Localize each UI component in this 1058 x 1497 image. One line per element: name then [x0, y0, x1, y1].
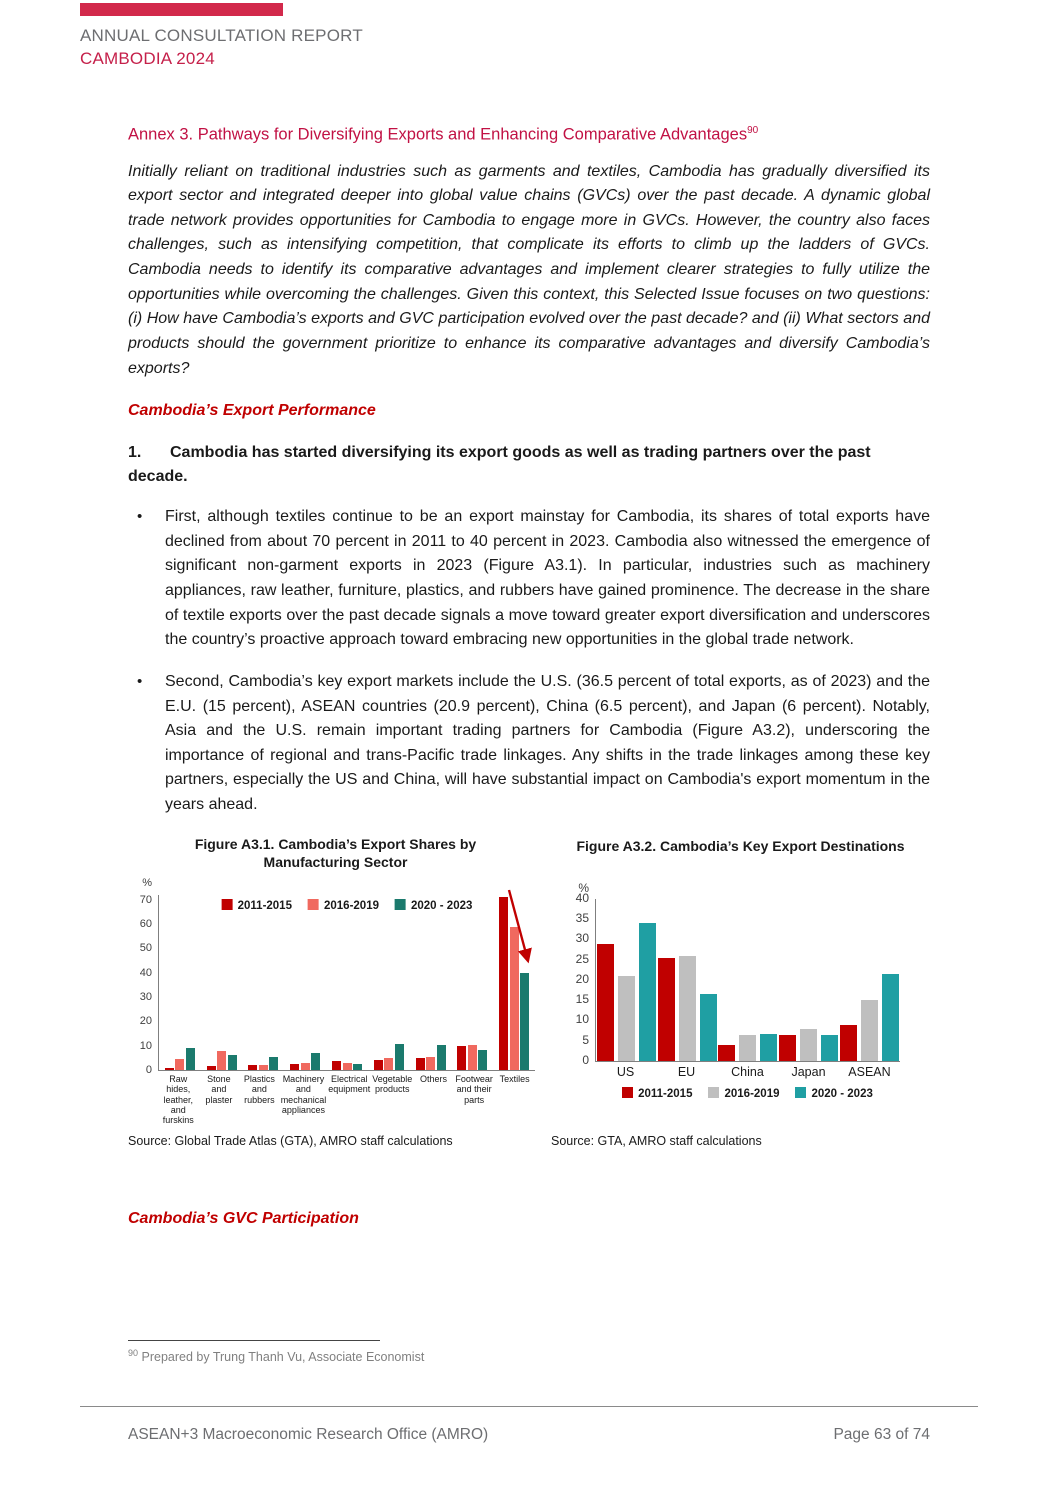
plot-area: [595, 899, 900, 1062]
bar-2020 - 2023: [700, 994, 717, 1061]
section-heading-export-performance: Cambodia’s Export Performance: [128, 402, 376, 420]
category-group: [657, 923, 718, 1061]
bar-2020 - 2023: [228, 1055, 237, 1070]
annex-title: [128, 125, 930, 145]
header-accent-bar: [80, 3, 283, 16]
bar-2011-2015: [718, 1045, 735, 1061]
x-axis-label: Footwear and their parts: [455, 1074, 493, 1105]
bar-2016-2019: [301, 1063, 310, 1070]
footer-page-number: Page 63 of 74: [833, 1426, 930, 1443]
bullet-text: First, although textiles continue to be an export mainstay for Cambodia, its shares of total exports have declined from about 70 percent in 2011 to 40 percent in 2023. Cambodia also witnessed the emergence of significant non-garment exports in 2023 (Figure A3.1). In particular, industries such as machinery appliances, raw leather, furniture, plastics, and rubbers have gained prominence. The decrease in the share of textile exports over the past decade signals a move toward greater export diversification and underscores the country’s proactive approach toward embracing new opportunities in the global trade network.: [165, 508, 930, 649]
bar-2016-2019: [618, 976, 635, 1061]
bar-2020 - 2023: [186, 1048, 195, 1070]
bar-2016-2019: [175, 1059, 184, 1070]
bullet-list: [128, 505, 930, 818]
bar-2016-2019: [739, 1035, 756, 1061]
legend-label: 2016-2019: [323, 900, 379, 912]
bar-2020 - 2023: [437, 1045, 446, 1070]
y-axis-tick: 50: [139, 942, 152, 955]
bullet-item-first: [128, 505, 930, 653]
figure-a3-1-chart: [128, 877, 543, 1126]
y-axis-tick: 40: [575, 890, 589, 905]
legend-swatch-icon: [308, 899, 319, 910]
y-axis-tick: 20: [139, 1015, 152, 1028]
legend-label: 2011-2015: [237, 900, 292, 912]
chart-legend: [222, 899, 473, 912]
plot-area: [158, 895, 535, 1071]
y-axis-tick: 0: [145, 1064, 152, 1076]
bar-2011-2015: [290, 1064, 299, 1070]
category-group: [284, 897, 326, 1070]
bar-2016-2019: [426, 1057, 435, 1070]
footnote-number: 90: [128, 1348, 139, 1358]
figures-row: [128, 835, 930, 1148]
page-header: [80, 0, 1058, 69]
legend-swatch-icon: [622, 1087, 633, 1098]
bar-2020 - 2023: [520, 973, 529, 1070]
y-axis-tick: 5: [582, 1032, 589, 1047]
bar-2011-2015: [248, 1065, 257, 1070]
legend-item: [395, 899, 472, 912]
category-group: [326, 897, 368, 1070]
report-title: ANNUAL CONSULTATION REPORT: [80, 26, 363, 45]
category-group: [718, 923, 779, 1061]
footnote-area: [128, 1340, 930, 1364]
x-axis-label: EU: [677, 1064, 696, 1079]
y-axis-tick: 10: [575, 1012, 589, 1027]
y-axis: [128, 877, 158, 1076]
y-axis-unit-label: %: [142, 877, 152, 889]
chart-legend: [595, 1087, 900, 1100]
bar-2020 - 2023: [821, 1035, 838, 1061]
bar-2011-2015: [779, 1035, 796, 1061]
category-group: [243, 897, 285, 1070]
bar-2011-2015: [165, 1068, 174, 1070]
legend-item: [308, 899, 379, 912]
y-axis-tick: 10: [139, 1039, 152, 1052]
x-axis-label: US: [616, 1064, 635, 1079]
decline-arrow-icon: [505, 887, 535, 975]
figure-a3-2-title: Figure A3.2. Cambodia’s Key Export Destinations: [576, 837, 905, 854]
y-axis-tick: 20: [575, 971, 589, 986]
bar-2011-2015: [416, 1058, 425, 1070]
y-axis-tick: 70: [139, 893, 152, 906]
bar-2020 - 2023: [760, 1034, 777, 1061]
x-axis-label: China: [731, 1064, 764, 1079]
bar-2011-2015: [840, 1025, 857, 1061]
y-axis-tick: 30: [575, 931, 589, 946]
bullet-icon: •: [137, 672, 143, 690]
bar-2020 - 2023: [882, 974, 899, 1061]
y-axis-tick: 35: [575, 911, 589, 926]
legend-item: [622, 1087, 692, 1100]
bar-2016-2019: [217, 1051, 226, 1070]
figure-a3-1-source: Source: Global Trade Atlas (GTA), AMRO staff calculations: [128, 1133, 453, 1148]
x-axis-label: Japan: [791, 1064, 826, 1079]
x-axis-label: Textiles: [499, 1074, 530, 1084]
report-subtitle: CAMBODIA 2024: [80, 49, 215, 68]
y-axis-tick: 0: [582, 1052, 589, 1067]
lead-paragraph: Initially reliant on traditional industries such as garments and textiles, Cambodia has gradually diversified its export sector and integrated deeper into global value chains (GVCs) over the past decade. A dynamic global trade network provides opportunities for Cambodia to engage more in GVCs. However, the country also faces challenges, such as intensifying competition, that complicate its efforts to climb up the ladders of GVCs. Cambodia needs to identify its comparative advantages and implement clearer strategies to fully utilize the opportunities while overcoming the challenges. Given this context, this Selected Issue focuses on two questions: (i) How have Cambodia’s exports and GVC participation evolved over the past decade? and (ii) What sectors and products should the government prioritize to enhance its comparative advantages and diversify Cambodia’s exports?: [128, 162, 930, 377]
category-group: [839, 923, 900, 1061]
x-axis-label: Electrical equipment: [328, 1074, 371, 1095]
x-axis-label: Plastics and rubbers: [243, 1074, 275, 1105]
legend-label: 2020 - 2023: [811, 1088, 873, 1101]
legend-swatch-icon: [708, 1087, 719, 1098]
legend-item: [222, 899, 292, 912]
annex-title-text: Annex 3. Pathways for Diversifying Exports and Enhancing Comparative Advantages: [128, 125, 748, 144]
category-group: [159, 897, 201, 1070]
bullet-text: Second, Cambodia’s key export markets include the U.S. (36.5 percent of total exports, as of 2023) and the E.U. (15 percent), ASEAN countries (20.9 percent), China (6.5 percent), and Japan (6 percent). Notably, Asia and the U.S. remain important trading partners for Cambodia (Figure A3.2), underscoring the importance of regional and trans-Pacific trade linkages. Any shifts in the trade linkages among these key partners, especially the US and China, will have substantial impact on Cambodia's export momentum in the years ahead.: [165, 672, 930, 813]
bar-2016-2019: [861, 1000, 878, 1061]
y-axis-tick: 15: [575, 992, 589, 1007]
figure-a3-2: [543, 835, 930, 1148]
bar-2020 - 2023: [395, 1044, 404, 1070]
category-group: [778, 923, 839, 1061]
bar-2016-2019: [384, 1058, 393, 1070]
bar-2016-2019: [343, 1063, 352, 1070]
category-group: [410, 897, 452, 1070]
category-group: [596, 923, 657, 1061]
bar-2016-2019: [259, 1065, 268, 1070]
y-axis: [551, 880, 595, 1067]
page-content: [128, 125, 930, 1228]
figure-a3-2-chart: [551, 880, 930, 1101]
y-axis-tick: 40: [139, 966, 152, 979]
bar-2011-2015: [207, 1066, 216, 1070]
footnote-divider: [128, 1340, 380, 1341]
bullet-icon: •: [137, 508, 143, 526]
page-footer: [80, 1406, 978, 1444]
figure-a3-1: [128, 835, 543, 1148]
bullet-item-second: [128, 670, 930, 818]
bar-2020 - 2023: [353, 1064, 362, 1070]
bar-2020 - 2023: [478, 1050, 487, 1070]
footnote-text: Prepared by Trung Thanh Vu, Associate Economist: [141, 1350, 425, 1365]
legend-swatch-icon: [395, 899, 406, 910]
y-axis-tick: 60: [139, 918, 152, 931]
category-group: [201, 897, 243, 1070]
figure-a3-1-title: Figure A3.1. Cambodia’s Export Shares by Manufacturing Sector: [194, 835, 477, 870]
legend-label: 2011-2015: [638, 1088, 693, 1101]
y-axis-tick: 30: [139, 991, 152, 1004]
point-number: 1.: [128, 444, 142, 462]
x-axis-label: Others: [420, 1074, 448, 1084]
x-axis-label: Stone and plaster: [205, 1074, 233, 1105]
bar-2020 - 2023: [311, 1053, 320, 1070]
bar-2011-2015: [457, 1046, 466, 1070]
x-axis-label: Raw hides, leather, and furskins: [162, 1074, 194, 1126]
figure-a3-2-source: Source: GTA, AMRO staff calculations: [551, 1133, 762, 1148]
footnote: [128, 1348, 930, 1364]
bar-2011-2015: [658, 958, 675, 1061]
y-axis-unit-label: %: [578, 880, 589, 895]
legend-item: [795, 1087, 872, 1100]
x-axis-label: Machinery and mechanical appliances: [280, 1074, 327, 1116]
legend-label: 2020 - 2023: [410, 900, 473, 912]
category-group: [368, 897, 410, 1070]
bar-2011-2015: [374, 1060, 383, 1070]
bar-2020 - 2023: [269, 1057, 278, 1070]
legend-label: 2016-2019: [724, 1088, 780, 1101]
footnote-reference: 90: [747, 125, 759, 136]
numbered-point-1: [128, 441, 930, 489]
x-axis-label: Vegetable products: [372, 1074, 413, 1095]
legend-item: [708, 1087, 779, 1100]
section-heading-gvc-participation: Cambodia’s GVC Participation: [128, 1209, 359, 1227]
legend-swatch-icon: [222, 899, 233, 910]
point-text: Cambodia has started diversifying its export goods as well as trading partners over the past decade.: [128, 444, 871, 486]
bar-2020 - 2023: [639, 923, 656, 1061]
bar-2016-2019: [800, 1029, 817, 1061]
bar-2011-2015: [332, 1061, 341, 1070]
x-axis-label: ASEAN: [848, 1064, 891, 1079]
y-axis-tick: 25: [575, 951, 589, 966]
bar-2011-2015: [597, 944, 614, 1061]
legend-swatch-icon: [795, 1087, 806, 1098]
category-group: [451, 897, 493, 1070]
bar-2016-2019: [468, 1045, 477, 1070]
bar-2016-2019: [679, 956, 696, 1061]
footer-org-name: ASEAN+3 Macroeconomic Research Office (AMRO): [128, 1426, 489, 1443]
